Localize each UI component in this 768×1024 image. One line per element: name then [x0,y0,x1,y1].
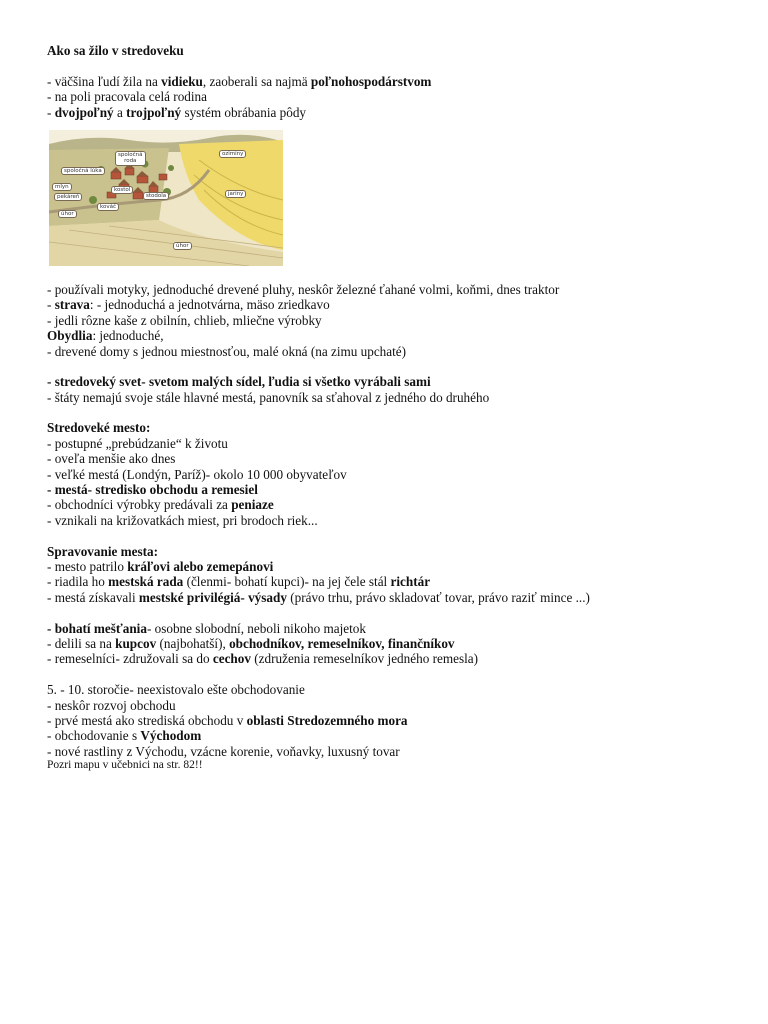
town-line-3: - veľké mestá (Londýn, Paríž)- okolo 10 000 obyvateľov [47,466,347,482]
village-fields-illustration [49,130,283,266]
intro-line-1: - väčšina ľudí žila na vidieku, zaoberali sa najmä poľnohospodárstvom [47,73,432,89]
citizens-line-2: - delili sa na kupcov (najbohatší), obchodníkov, remeselníkov, finančníkov [47,635,455,651]
trade-line-4: - obchodovanie s Východom [47,728,202,744]
life-line-4: Obydlia: jednoduché, [47,328,164,344]
admin-heading: Spravovanie mesta: [47,543,158,559]
label-kostol: kostol [111,186,133,195]
label-spolocna-roda: spoločná roda [115,151,146,166]
town-heading: Stredoveké mesto: [47,420,151,436]
document-page [47,43,737,772]
town-line-1: - postupné „prebúdzanie“ k životu [47,435,228,451]
label-mlyn: mlyn [52,183,72,192]
town-line-5: - obchodníci výrobky predávali za peniaze [47,497,274,513]
world-line-2: - štáty nemajú svoje stále hlavné mestá, panovník sa sťahoval z jedného do druhého [47,389,490,405]
trade-line-3: - prvé mestá ako strediská obchodu v oblasti Stredozemného mora [47,712,408,728]
label-uhor-bottom: úhor [173,242,192,251]
life-line-2: - strava: - jednoduchá a jednotvárna, mäso zriedkavo [47,297,330,313]
label-oziminy: oziminy [219,150,246,159]
citizens-line-3: - remeselníci- združovali sa do cechov (združenia remeselníkov jedného remesla) [47,651,478,667]
label-spolocna-luka: spoločná lúka [61,167,105,176]
label-uhor-left: úhor [58,210,77,219]
world-line-1: - stredoveký svet- svetom malých sídel, ľudia si všetko vyrábali sami [47,374,431,390]
admin-line-3: - mestá získavali mestské privilégiá- výsady (právo trhu, právo skladovať tovar, právo raziť mince ...) [47,589,590,605]
citizens-line-1: - bohatí mešťania- osobne slobodní, neboli nikoho majetok [47,620,366,636]
town-line-2: - oveľa menšie ako dnes [47,451,176,467]
trade-line-2: - neskôr rozvoj obchodu [47,697,176,713]
life-line-1: - používali motyky, jednoduché drevené pluhy, neskôr železné ťahané volmi, koňmi, dnes traktor [47,281,560,297]
admin-line-1: - mesto patrilo kráľovi alebo zemepánovi [47,558,274,574]
label-stodola: stodola [143,192,169,201]
life-line-3: - jedli rôzne kaše z obilnín, chlieb, mliečne výrobky [47,312,322,328]
label-jariny: jariny [225,190,246,199]
admin-line-2: - riadila ho mestská rada (členmi- bohatí kupci)- na jej čele stál richtár [47,574,431,590]
document-title: Ako sa žilo v stredoveku [47,43,184,58]
trade-line-5: - nové rastliny z Východu, vzácne korenie, voňavky, luxusný tovar [47,743,400,759]
label-kovac: kováč [97,203,119,212]
label-pekaren: pekáreň [54,193,82,202]
intro-line-3: - dvojpoľný a trojpoľný systém obrábania pôdy [47,104,307,120]
trade-line-1: 5. - 10. storočie- neexistovalo ešte obchodovanie [47,682,305,698]
intro-line-2: - na poli pracovala celá rodina [47,89,208,105]
trade-note: Pozri mapu v učebnici na str. 82!! [47,759,203,772]
town-line-6: - vznikali na križovatkách miest, pri brodoch riek... [47,512,318,528]
life-line-5: - drevené domy s jednou miestnosťou, malé okná (na zimu upchaté) [47,343,407,359]
town-line-4: - mestá- stredisko obchodu a remesiel [47,482,258,498]
